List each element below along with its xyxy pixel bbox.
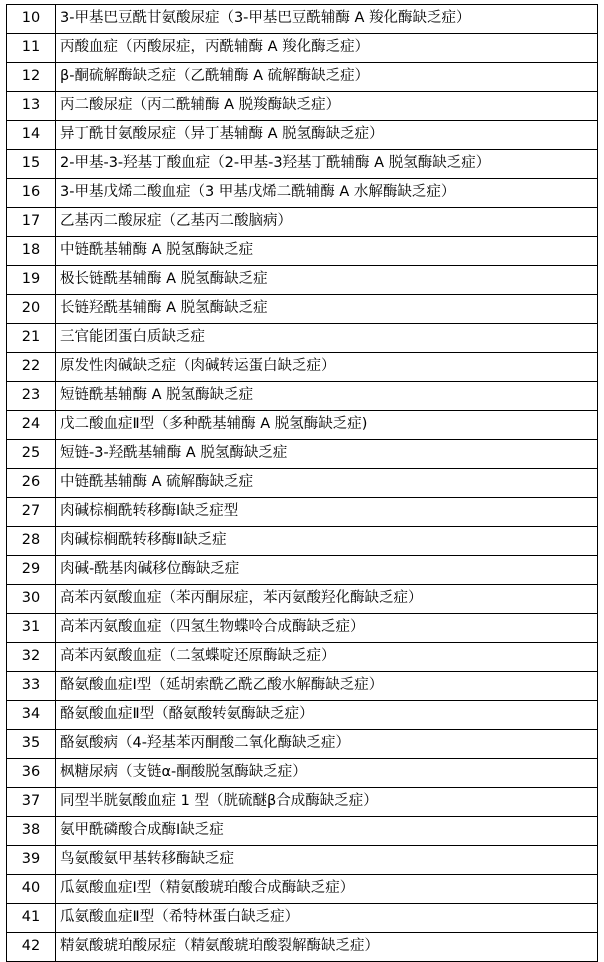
table-row: [7, 875, 598, 904]
table-row: [7, 150, 598, 179]
disease-name-cell: 鸟氨酸氨甲基转移酶缺乏症: [56, 846, 598, 875]
table-row: [7, 5, 598, 34]
table-row: [7, 440, 598, 469]
row-index-cell: 23: [7, 382, 56, 411]
disease-name-cell: 高苯丙氨酸血症（苯丙酮尿症，苯丙氨酸羟化酶缺乏症）: [56, 585, 598, 614]
table-row: [7, 237, 598, 266]
disease-name-cell: 酪氨酸血症Ⅰ型（延胡索酰乙酰乙酸水解酶缺乏症）: [56, 672, 598, 701]
disease-name-cell: 高苯丙氨酸血症（二氢蝶啶还原酶缺乏症）: [56, 643, 598, 672]
table-row: [7, 34, 598, 63]
table-row: [7, 324, 598, 353]
table-row: [7, 846, 598, 875]
row-index-cell: 30: [7, 585, 56, 614]
table-row: [7, 266, 598, 295]
table-row: [7, 498, 598, 527]
row-index-cell: 29: [7, 556, 56, 585]
disease-name-cell: 极长链酰基辅酶 A 脱氢酶缺乏症: [56, 266, 598, 295]
row-index-cell: 13: [7, 92, 56, 121]
disease-name-cell: 氨甲酰磷酸合成酶Ⅰ缺乏症: [56, 817, 598, 846]
table-row: [7, 527, 598, 556]
table-row: [7, 92, 598, 121]
disease-name-cell: β-酮硫解酶缺乏症（乙酰辅酶 A 硫解酶缺乏症）: [56, 63, 598, 92]
disease-list-table: [6, 4, 598, 962]
row-index-cell: 35: [7, 730, 56, 759]
disease-name-cell: 原发性肉碱缺乏症（肉碱转运蛋白缺乏症）: [56, 353, 598, 382]
row-index-cell: 17: [7, 208, 56, 237]
table-row: [7, 411, 598, 440]
table-row: [7, 643, 598, 672]
table-row: [7, 614, 598, 643]
table-row: [7, 179, 598, 208]
disease-name-cell: 肉碱-酰基肉碱移位酶缺乏症: [56, 556, 598, 585]
row-index-cell: 31: [7, 614, 56, 643]
disease-name-cell: 精氨酸琥珀酸尿症（精氨酸琥珀酸裂解酶缺乏症）: [56, 933, 598, 962]
row-index-cell: 26: [7, 469, 56, 498]
table-row: [7, 788, 598, 817]
table-row: [7, 556, 598, 585]
table-row: [7, 730, 598, 759]
disease-name-cell: 3-甲基巴豆酰甘氨酸尿症（3-甲基巴豆酰辅酶 A 羧化酶缺乏症）: [56, 5, 598, 34]
row-index-cell: 16: [7, 179, 56, 208]
row-index-cell: 39: [7, 846, 56, 875]
disease-name-cell: 短链-3-羟酰基辅酶 A 脱氢酶缺乏症: [56, 440, 598, 469]
disease-name-cell: 肉碱棕榈酰转移酶Ⅱ缺乏症: [56, 527, 598, 556]
disease-name-cell: 肉碱棕榈酰转移酶Ⅰ缺乏症型: [56, 498, 598, 527]
disease-name-cell: 三官能团蛋白质缺乏症: [56, 324, 598, 353]
row-index-cell: 36: [7, 759, 56, 788]
table-row: [7, 208, 598, 237]
disease-name-cell: 酪氨酸病（4-羟基苯丙酮酸二氧化酶缺乏症）: [56, 730, 598, 759]
disease-name-cell: 中链酰基辅酶 A 脱氢酶缺乏症: [56, 237, 598, 266]
table-row: [7, 701, 598, 730]
table-row: [7, 672, 598, 701]
table-row: [7, 121, 598, 150]
table-row: [7, 904, 598, 933]
disease-name-cell: 乙基丙二酸尿症（乙基丙二酸脑病）: [56, 208, 598, 237]
disease-name-cell: 高苯丙氨酸血症（四氢生物蝶呤合成酶缺乏症）: [56, 614, 598, 643]
disease-name-cell: 戊二酸血症Ⅱ型（多种酰基辅酶 A 脱氢酶缺乏症): [56, 411, 598, 440]
disease-name-cell: 酪氨酸血症Ⅱ型（酪氨酸转氨酶缺乏症）: [56, 701, 598, 730]
row-index-cell: 28: [7, 527, 56, 556]
disease-name-cell: 异丁酰甘氨酸尿症（异丁基辅酶 A 脱氢酶缺乏症）: [56, 121, 598, 150]
row-index-cell: 10: [7, 5, 56, 34]
disease-name-cell: 枫糖尿病（支链α-酮酸脱氢酶缺乏症）: [56, 759, 598, 788]
disease-name-cell: 短链酰基辅酶 A 脱氢酶缺乏症: [56, 382, 598, 411]
disease-name-cell: 长链羟酰基辅酶 A 脱氢酶缺乏症: [56, 295, 598, 324]
row-index-cell: 41: [7, 904, 56, 933]
row-index-cell: 18: [7, 237, 56, 266]
row-index-cell: 32: [7, 643, 56, 672]
row-index-cell: 27: [7, 498, 56, 527]
row-index-cell: 12: [7, 63, 56, 92]
table-row: [7, 585, 598, 614]
disease-name-cell: 3-甲基戊烯二酸血症（3 甲基戊烯二酰辅酶 A 水解酶缺乏症）: [56, 179, 598, 208]
row-index-cell: 19: [7, 266, 56, 295]
row-index-cell: 34: [7, 701, 56, 730]
disease-name-cell: 丙二酸尿症（丙二酰辅酶 A 脱羧酶缺乏症）: [56, 92, 598, 121]
row-index-cell: 21: [7, 324, 56, 353]
table-row: [7, 382, 598, 411]
row-index-cell: 24: [7, 411, 56, 440]
row-index-cell: 38: [7, 817, 56, 846]
disease-name-cell: 中链酰基辅酶 A 硫解酶缺乏症: [56, 469, 598, 498]
disease-name-cell: 2-甲基-3-羟基丁酸血症（2-甲基-3羟基丁酰辅酶 A 脱氢酶缺乏症）: [56, 150, 598, 179]
row-index-cell: 11: [7, 34, 56, 63]
row-index-cell: 33: [7, 672, 56, 701]
disease-name-cell: 瓜氨酸血症Ⅱ型（希特林蛋白缺乏症）: [56, 904, 598, 933]
table-row: [7, 295, 598, 324]
row-index-cell: 14: [7, 121, 56, 150]
row-index-cell: 40: [7, 875, 56, 904]
row-index-cell: 37: [7, 788, 56, 817]
row-index-cell: 22: [7, 353, 56, 382]
table-body: [7, 5, 598, 962]
disease-name-cell: 丙酸血症（丙酸尿症，丙酰辅酶 A 羧化酶乏症）: [56, 34, 598, 63]
disease-name-cell: 同型半胱氨酸血症 1 型（胱硫醚β合成酶缺乏症）: [56, 788, 598, 817]
table-row: [7, 759, 598, 788]
table-row: [7, 817, 598, 846]
row-index-cell: 42: [7, 933, 56, 962]
row-index-cell: 25: [7, 440, 56, 469]
table-row: [7, 933, 598, 962]
disease-name-cell: 瓜氨酸血症Ⅰ型（精氨酸琥珀酸合成酶缺乏症）: [56, 875, 598, 904]
table-row: [7, 469, 598, 498]
row-index-cell: 15: [7, 150, 56, 179]
table-row: [7, 353, 598, 382]
row-index-cell: 20: [7, 295, 56, 324]
table-row: [7, 63, 598, 92]
